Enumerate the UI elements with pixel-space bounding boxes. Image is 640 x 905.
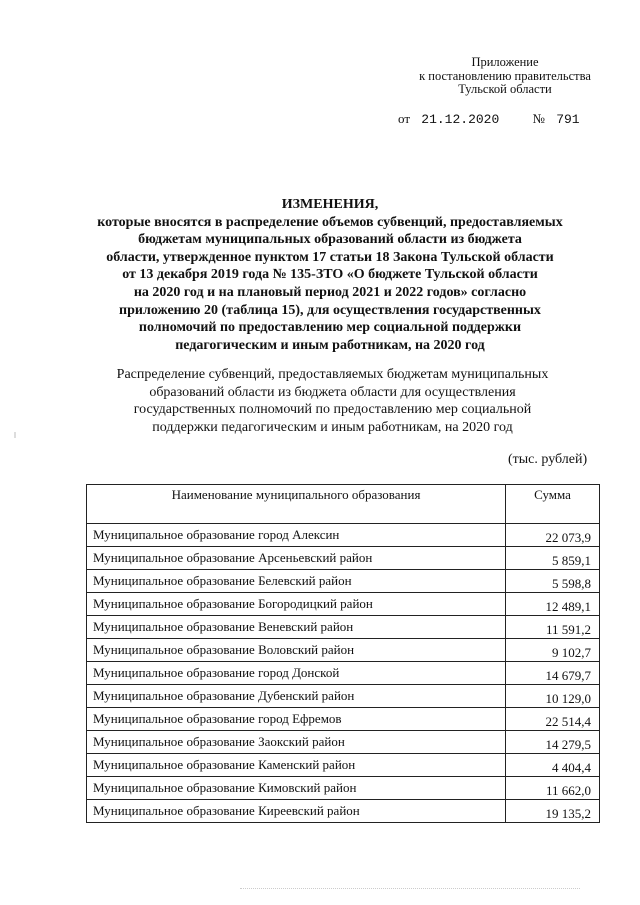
table-row [87, 731, 600, 754]
caption-line: Распределение субвенций, предоставляемых бюджетам муниципальных [116, 367, 549, 382]
municipality-sum: 14 279,5 [506, 731, 600, 754]
title-heading: ИЗМЕНЕНИЯ, [281, 197, 379, 212]
title-line: бюджетам муниципальных образований области из бюджета [138, 232, 522, 248]
table-row [87, 777, 600, 800]
table-row [87, 570, 600, 593]
municipality-sum: 22 514,4 [506, 708, 600, 731]
municipality-sum: 9 102,7 [506, 639, 600, 662]
municipality-sum: 10 129,0 [506, 685, 600, 708]
caption-line: поддержки педагогическим и иным работникам, на 2020 год [152, 419, 513, 435]
scan-mark [14, 432, 16, 438]
municipality-name: Муниципальное образование Кимовский район [87, 777, 506, 800]
municipality-name: Муниципальное образование Каменский район [87, 754, 506, 777]
table-row [87, 593, 600, 616]
municipality-name: Муниципальное образование Дубенский район [87, 685, 506, 708]
municipality-name: Муниципальное образование город Алексин [87, 524, 506, 547]
municipality-name: Муниципальное образование город Донской [87, 662, 506, 685]
title-line: приложению 20 (таблица 15), для осуществления государственных [119, 302, 541, 318]
appendix-line: Приложение [471, 55, 539, 69]
resolution-date: 21.12.2020 [421, 112, 500, 127]
appendix-line: Тульской области [458, 82, 552, 96]
table-caption [70, 366, 595, 436]
municipality-sum: 5 598,8 [506, 570, 600, 593]
caption-line: образований области из бюджета области для осуществления [149, 384, 516, 400]
table-row [87, 708, 600, 731]
table-row [87, 754, 600, 777]
municipality-sum: 4 404,4 [506, 754, 600, 777]
column-header-name: Наименование муниципального образования [87, 485, 506, 524]
table-header-row [87, 485, 600, 524]
title-line: которые вносятся в распределение объемов субвенций, предоставляемых [97, 214, 563, 230]
municipality-name: Муниципальное образование Заокский район [87, 731, 506, 754]
table-row [87, 639, 600, 662]
municipality-sum: 11 662,0 [506, 777, 600, 800]
table-row [87, 685, 600, 708]
table-row [87, 662, 600, 685]
appendix-line: к постановлению правительства [419, 68, 591, 83]
table-row [87, 616, 600, 639]
municipality-sum: 22 073,9 [506, 524, 600, 547]
municipality-name: Муниципальное образование город Ефремов [87, 708, 506, 731]
resolution-reference [398, 111, 580, 127]
municipality-sum: 11 591,2 [506, 616, 600, 639]
title-line: педагогическим и иным работникам, на 2020 год [175, 337, 485, 353]
municipality-sum: 14 679,7 [506, 662, 600, 685]
table-row [87, 524, 600, 547]
municipality-sum: 5 859,1 [506, 547, 600, 570]
municipality-name: Муниципальное образование Воловский район [87, 639, 506, 662]
municipality-sum: 12 489,1 [506, 593, 600, 616]
municipality-name: Муниципальное образование Киреевский район [87, 800, 506, 823]
document-title [60, 196, 600, 354]
from-label: от [398, 111, 411, 126]
resolution-number: 791 [556, 112, 580, 127]
title-line: на 2020 год и на плановый период 2021 и 2022 годов» согласно [133, 284, 527, 300]
municipality-name: Муниципальное образование Арсеньевский район [87, 547, 506, 570]
municipality-sum: 19 135,2 [506, 800, 600, 823]
municipality-name: Муниципальное образование Богородицкий район [87, 593, 506, 616]
title-line: области, утвержденное пунктом 17 статьи 18 Закона Тульской области [106, 249, 554, 265]
scan-artifact-line [240, 888, 580, 891]
title-line: от 13 декабря 2019 года № 135-ЗТО «О бюджете Тульской области [122, 267, 538, 283]
distribution-table [86, 484, 600, 823]
table-row [87, 800, 600, 823]
table-row [87, 547, 600, 570]
municipality-name: Муниципальное образование Веневский район [87, 616, 506, 639]
appendix-block [395, 56, 615, 97]
municipality-name: Муниципальное образование Белевский район [87, 570, 506, 593]
number-label: № [532, 111, 545, 126]
column-header-sum: Сумма [506, 485, 600, 524]
title-line: полномочий по предоставлению мер социальной поддержки [138, 320, 522, 336]
units-label: (тыс. рублей) [508, 452, 588, 467]
caption-line: государственных полномочий по предоставлению мер социальной [133, 402, 532, 418]
